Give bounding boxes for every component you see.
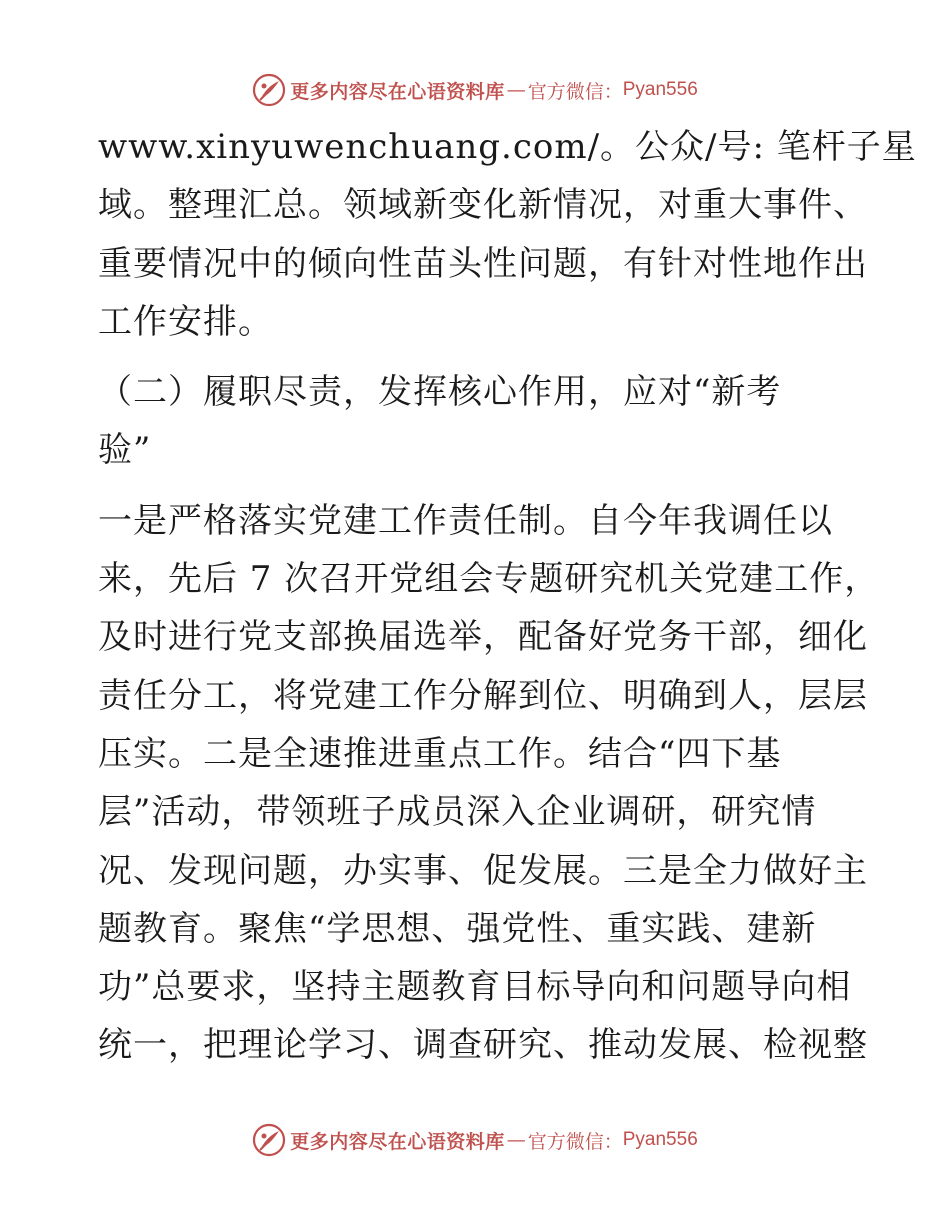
banner-dash: —: [506, 79, 526, 101]
text-line: 域。整理汇总。领域新变化新情况，对重大事件、: [98, 185, 868, 226]
paragraph-1: [98, 118, 917, 351]
text-line: 一是严格落实党建工作责任制。自今年我调任以: [98, 500, 833, 541]
text-line: 责任分工，将党建工作分解到位、明确到人，层层: [98, 675, 868, 716]
text-line: 题教育。聚焦“学思想、强党性、重实践、建新: [98, 908, 817, 949]
paragraph-2: [98, 492, 880, 1075]
text-line: 况、发现问题，办实事、促发展。三是全力做好主: [98, 850, 868, 891]
text-line: 工作安排。: [98, 301, 273, 342]
header-banner: [0, 70, 950, 110]
text-line: 压实。二是全速推进重点工作。结合“四下基: [98, 733, 782, 774]
text-line: 功”总要求，坚持主题教育目标导向和问题导向相: [98, 967, 852, 1008]
banner-wechat-label: 官方微信：: [527, 1130, 623, 1153]
heading-line: 验”: [98, 430, 152, 471]
text-line: www.xinyuwenchuang.com/。公众/号: 笔杆子星: [98, 127, 917, 167]
banner-dash: —: [506, 1129, 526, 1151]
quill-logo-icon: [252, 1123, 286, 1157]
banner-wechat-id: Pyan556: [622, 1129, 698, 1150]
text-line: 层”活动，带领班子成员深入企业调研，研究情: [98, 792, 817, 833]
banner-wechat-id: Pyan556: [622, 79, 698, 100]
banner-main-text: 更多内容尽在心语资料库: [290, 80, 505, 103]
banner-main-text: 更多内容尽在心语资料库: [290, 1130, 505, 1153]
heading-line: （二）履职尽责，发挥核心作用，应对“新考: [98, 372, 782, 413]
document-body: [98, 118, 917, 1075]
footer-banner: [0, 1120, 950, 1160]
quill-logo-icon: [252, 73, 286, 107]
text-line: 来，先后 7 次召开党组会专题研究机关党建工作，: [98, 559, 880, 600]
banner-wechat-label: 官方微信：: [527, 80, 623, 103]
text-line: 统一，把理论学习、调查研究、推动发展、检视整: [98, 1025, 868, 1066]
section-heading: [98, 363, 858, 480]
text-line: 及时进行党支部换届选举，配备好党务干部，细化: [98, 617, 868, 658]
text-line: 重要情况中的倾向性苗头性问题，有针对性地作出: [98, 243, 868, 284]
